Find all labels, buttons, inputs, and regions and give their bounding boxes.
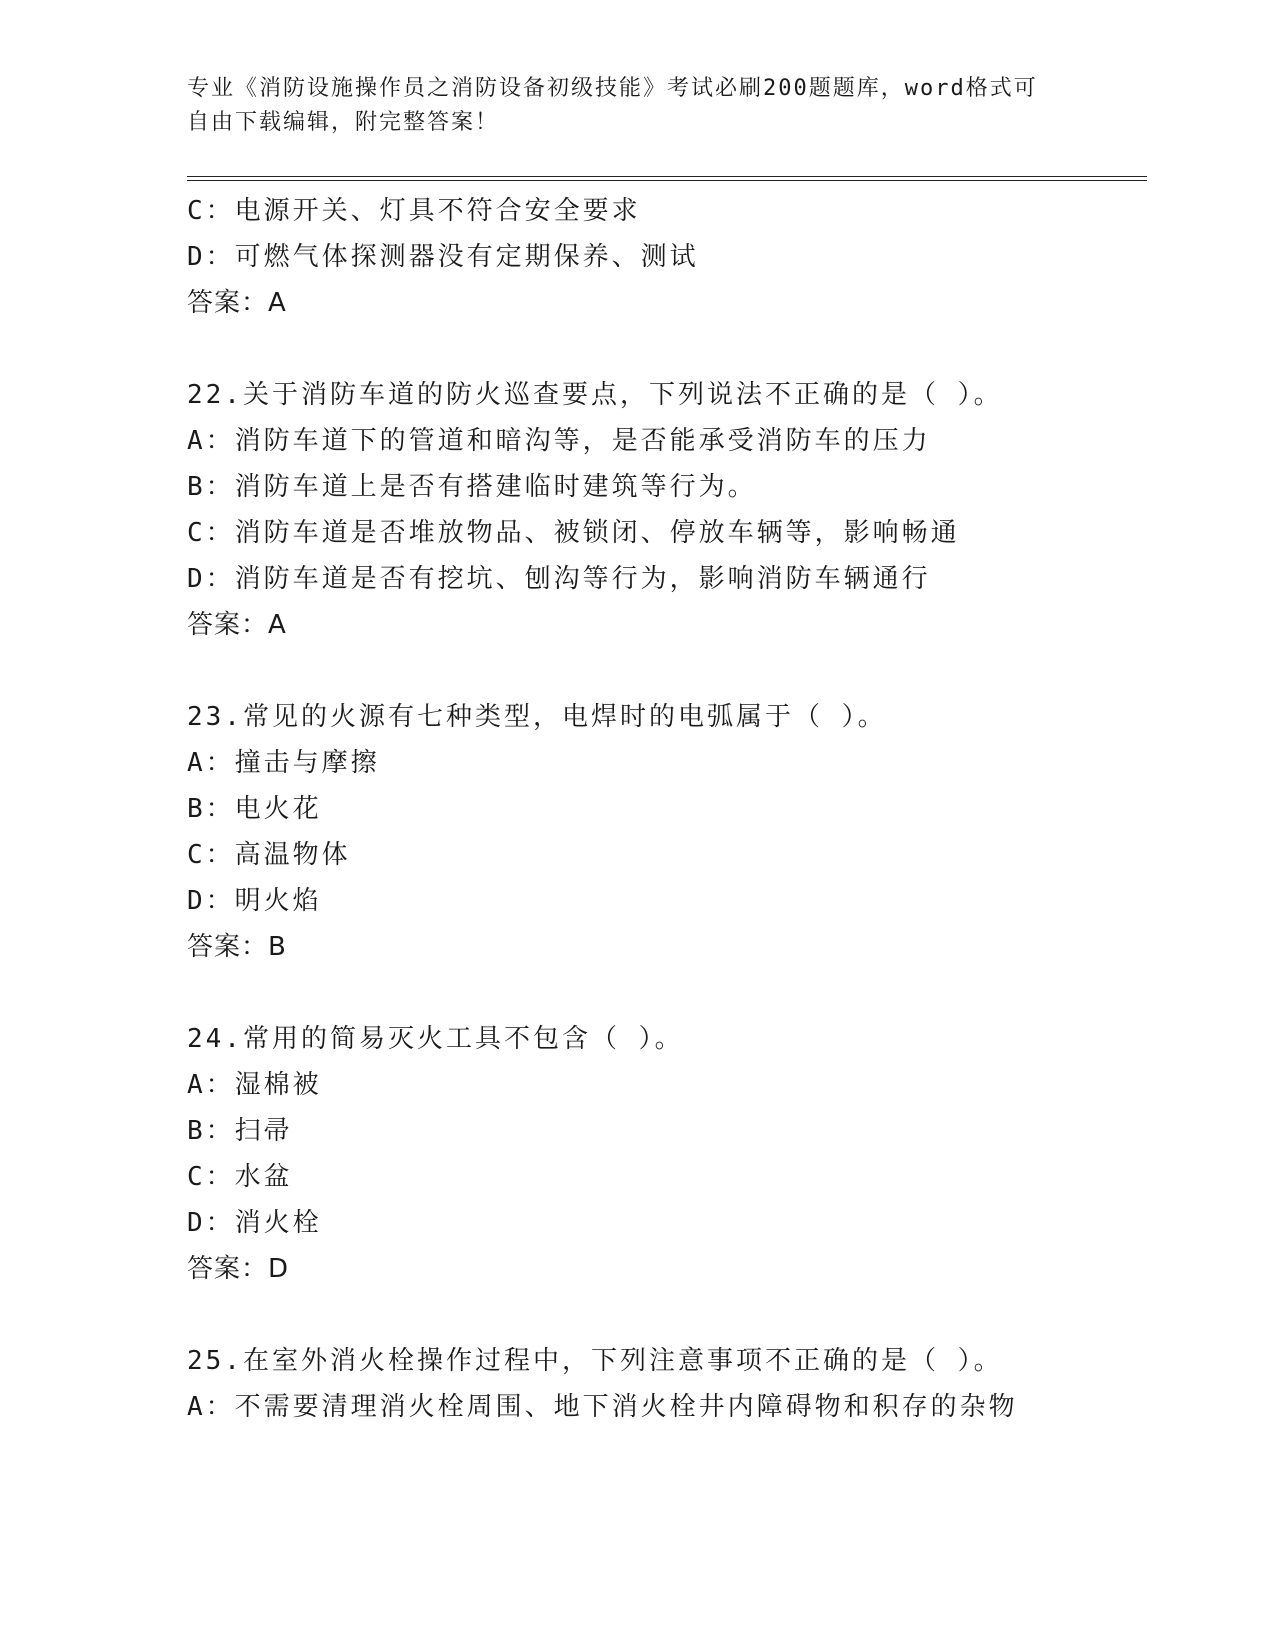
option-c: C：电源开关、灯具不符合安全要求	[187, 196, 641, 226]
option-b: B：消防车道上是否有搭建临时建筑等行为。	[187, 472, 757, 502]
option-b: B：电火花	[187, 794, 322, 824]
option-a: A：撞击与摩擦	[187, 748, 380, 778]
spacer	[187, 648, 1147, 694]
option-a: A：湿棉被	[187, 1070, 322, 1100]
header-line-1: 专业《消防设施操作员之消防设备初级技能》考试必刷200题题库，word格式可	[187, 76, 1038, 101]
option-a: A：消防车道下的管道和暗沟等，是否能承受消防车的压力	[187, 426, 931, 456]
question-23	[187, 694, 1147, 970]
header-divider	[187, 176, 1147, 181]
spacer	[187, 326, 1147, 372]
question-content	[187, 188, 1147, 1430]
question-text: 22.关于消防车道的防火巡查要点，下列说法不正确的是（ ）。	[187, 380, 1003, 410]
question-25	[187, 1338, 1147, 1430]
question-text: 23.常见的火源有七种类型，电焊时的电弧属于（ ）。	[187, 702, 887, 732]
document-header	[187, 72, 1087, 140]
answer-line: 答案：A	[187, 610, 287, 640]
option-b: B：扫帚	[187, 1116, 293, 1146]
option-c: C：水盆	[187, 1162, 293, 1192]
option-a: A：不需要清理消火栓周围、地下消火栓井内障碍物和积存的杂物	[187, 1392, 1018, 1422]
question-24	[187, 1016, 1147, 1292]
option-d: D：消防车道是否有挖坑、刨沟等行为，影响消防车辆通行	[187, 564, 931, 594]
option-d: D：消火栓	[187, 1208, 322, 1238]
header-line-2: 自由下载编辑，附完整答案！	[187, 110, 500, 135]
question-text: 25.在室外消火栓操作过程中，下列注意事项不正确的是（ ）。	[187, 1346, 1003, 1376]
option-d: D：明火焰	[187, 886, 322, 916]
question-text: 24.常用的简易灭火工具不包含（ ）。	[187, 1024, 684, 1054]
option-c: C：高温物体	[187, 840, 351, 870]
question-22	[187, 372, 1147, 648]
answer-line: 答案：D	[187, 1254, 290, 1284]
option-c: C：消防车道是否堆放物品、被锁闭、停放车辆等，影响畅通	[187, 518, 960, 548]
option-d: D：可燃气体探测器没有定期保养、测试	[187, 242, 699, 272]
question-21-tail	[187, 188, 1147, 326]
spacer	[187, 970, 1147, 1016]
answer-line: 答案：A	[187, 288, 287, 318]
spacer	[187, 1292, 1147, 1338]
answer-line: 答案：B	[187, 932, 287, 962]
